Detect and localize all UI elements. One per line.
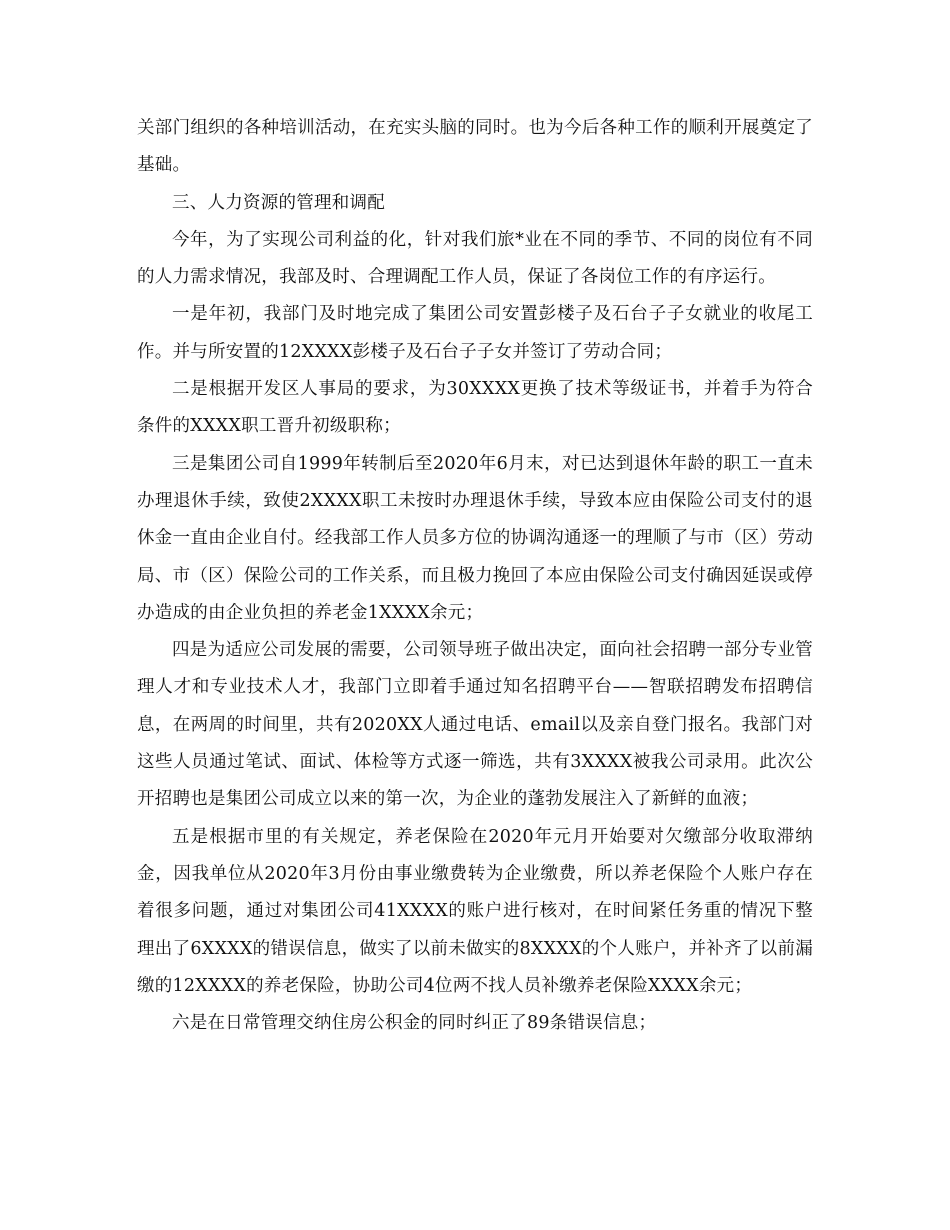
document-page [137, 110, 813, 1042]
paragraph-intro: 今年，为了实现公司利益的化，针对我们旅*业在不同的季节、不同的岗位有不同的人力需求情况，我部及时、合理调配工作人员，保证了各岗位工作的有序运行。 [137, 229, 813, 288]
paragraph-item-3: 三是集团公司自1999年转制后至2020年6月末，对已达到退休年龄的职工一直未办理退休手续，致使2XXXX职工未按时办理退休手续，导致本应由保险公司支付的退休金一直由企业自付。经我部工作人员多方位的协调沟通逐一的理顺了与市（区）劳动局、市（区）保险公司的工作关系，而且极力挽回了本应由保险公司支付确因延误或停办造成的由企业负担的养老金1XXXX余元； [137, 453, 813, 623]
paragraph-item-2: 二是根据开发区人事局的要求，为30XXXX更换了技术等级证书，并着手为符合条件的XXXX职工晋升初级职称； [137, 379, 813, 437]
section-heading-hr-management: 三、人力资源的管理和调配 [172, 192, 385, 213]
paragraph-item-6: 六是在日常管理交纳住房公积金的同时纠正了89条错误信息； [172, 1013, 657, 1034]
paragraph-item-1: 一是年初，我部门及时地完成了集团公司安置彭楼子及石台子子女就业的收尾工作。并与所安置的12XXXX彭楼子及石台子子女并签订了劳动合同； [137, 304, 813, 362]
paragraph-training-continued: 关部门组织的各种培训活动，在充实头脑的同时。也为今后各种工作的顺利开展奠定了基础。 [137, 118, 813, 176]
paragraph-item-4: 四是为适应公司发展的需要，公司领导班子做出决定，面向社会招聘一部分专业管理人才和专业技术人才，我部门立即着手通过知名招聘平台——智联招聘发布招聘信息，在两周的时间里，共有2020XX人通过电话、email以及亲自登门报名。我部门对这些人员通过笔试、面试、体检等方式逐一筛选，共有3XXXX被我公司录用。此次公开招聘也是集团公司成立以来的第一次，为企业的蓬勃发展注入了新鲜的血液； [137, 640, 813, 810]
paragraph-item-5: 五是根据市里的有关规定，养老保险在2020年元月开始要对欠缴部分收取滞纳金，因我单位从2020年3月份由事业缴费转为企业缴费，所以养老保险个人账户存在着很多问题，通过对集团公司41XXXX的账户进行核对，在时间紧任务重的情况下整理出了6XXXX的错误信息，做实了以前未做实的8XXXX的个人账户，并补齐了以前漏缴的12XXXX的养老保险，协助公司4位两不找人员补缴养老保险XXXX余元； [137, 826, 813, 996]
